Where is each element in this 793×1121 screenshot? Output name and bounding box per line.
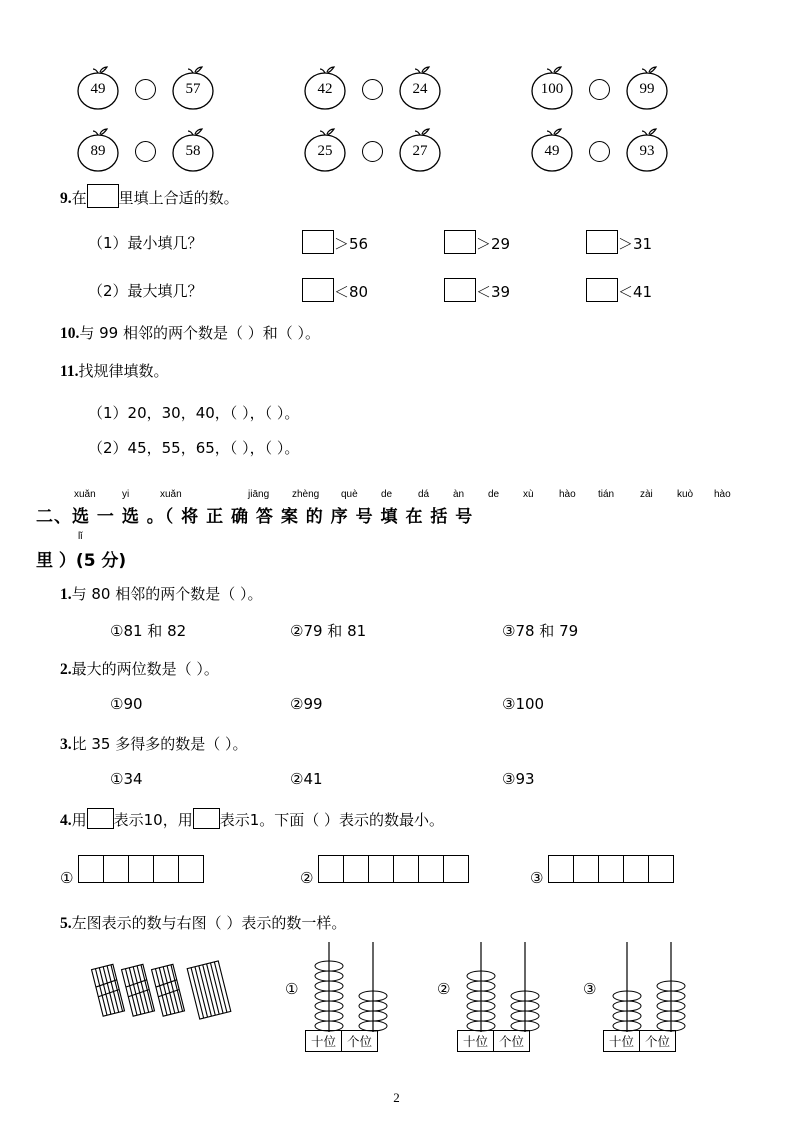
tens-place-label: 十位: [305, 1030, 342, 1052]
abacus-1-label[interactable]: [285, 980, 298, 998]
pinyin-syllable: dá: [418, 489, 430, 500]
apple-number: 42: [317, 80, 333, 97]
choice-4-group-3[interactable]: [530, 855, 674, 888]
answer-box[interactable]: [444, 230, 476, 254]
choice-4-text-a: 用: [71, 811, 87, 829]
question-9-sub2-label: [88, 280, 203, 301]
question-10-number: 10.: [60, 325, 80, 342]
pinyin-row-top: [36, 489, 758, 502]
apple-shape: [297, 66, 353, 112]
operator-circle[interactable]: [589, 141, 610, 162]
pinyin-syllable: hào: [559, 489, 576, 500]
choice-3-text: 比 35 多得多的数是（ ）。: [71, 735, 248, 753]
choice-4-text-c: 表示1。下面（ ）表示的数最小。: [219, 811, 445, 829]
abacus-1-place-labels: [305, 1030, 378, 1052]
option-label: ③: [530, 869, 544, 887]
apple-number: 99: [639, 80, 655, 97]
apple-number: 89: [90, 142, 106, 159]
pinyin-syllable: de: [488, 489, 500, 500]
apple-shape: [297, 128, 353, 174]
apple-number: 57: [185, 80, 201, 97]
question-9-sub2-item-1: [302, 278, 368, 302]
choice-4-stem: [60, 808, 444, 830]
choice-4-group-2[interactable]: [300, 855, 469, 888]
unit-cell: [368, 855, 393, 883]
choice-5-stem: [60, 912, 346, 933]
option-label: ①: [285, 980, 299, 998]
option-label: ②41: [290, 770, 323, 788]
apple-pair: [297, 66, 448, 112]
inequality-text: ＞31: [618, 235, 653, 253]
ones-place-label: 个位: [640, 1030, 676, 1052]
option-label: ①81 和 82: [110, 622, 187, 640]
page-number: 2: [393, 1090, 400, 1105]
ones-place-label: 个位: [342, 1030, 378, 1052]
unit-cell: [443, 855, 469, 883]
choice-2-number: 2.: [60, 661, 72, 678]
apple-number: 49: [90, 80, 106, 97]
apple-number: 25: [317, 142, 333, 159]
apple-number: 58: [185, 142, 201, 159]
apple-shape: [165, 128, 221, 174]
choice-1-text: 与 80 相邻的两个数是（ ）。: [71, 585, 263, 603]
option-label: ②: [437, 980, 451, 998]
option-label: ②: [300, 869, 314, 887]
pinyin-syllable: xuǎn: [74, 489, 96, 500]
apple-shape: [392, 128, 448, 174]
operator-circle[interactable]: [589, 79, 610, 100]
pinyin-syllable: kuò: [677, 489, 694, 500]
pinyin-syllable: zhèng: [292, 489, 320, 500]
choice-1-number: 1.: [60, 586, 72, 603]
question-11-title-text: 找规律填数。: [78, 362, 169, 380]
question-10: [60, 322, 320, 343]
apple-pair: [297, 128, 448, 174]
option-label: ②79 和 81: [290, 622, 367, 640]
answer-box[interactable]: [302, 278, 334, 302]
pinyin-syllable: què: [341, 489, 358, 500]
sub2-label-text: （2）最大填几？: [88, 282, 203, 300]
unit-cell: [153, 855, 178, 883]
abacus-1-figure: [305, 940, 405, 1035]
choice-3-option-3[interactable]: [502, 770, 535, 788]
answer-box[interactable]: [87, 184, 119, 208]
sequence-text: （1）20，30，40，（ ），（ ）。: [88, 404, 300, 422]
choice-1-stem: [60, 583, 263, 604]
inequality-text: ＞29: [476, 235, 511, 253]
apple-pair: [70, 66, 221, 112]
apple-pair: [524, 66, 675, 112]
pinyin-row-second: [36, 531, 758, 544]
option-label: ③: [583, 980, 597, 998]
option-label: ①34: [110, 770, 143, 788]
abacus-3-place-labels: [603, 1030, 676, 1052]
question-9-sub2-item-2: [444, 278, 510, 302]
unit-cell: [393, 855, 418, 883]
pinyin-syllable: xuǎn: [160, 489, 182, 500]
question-10-text: 与 99 相邻的两个数是（ ）和（ ）。: [79, 324, 321, 342]
unit-cell: [548, 855, 573, 883]
apple-number: 27: [412, 142, 428, 159]
choice-5-number: 5.: [60, 915, 72, 932]
apple-shape: [165, 66, 221, 112]
question-9-sub1-item-3: [586, 230, 652, 254]
inequality-text: ＜80: [334, 283, 369, 301]
choice-3-stem: [60, 733, 248, 754]
ones-place-label: 个位: [494, 1030, 530, 1052]
unit-cell-group: [548, 855, 674, 883]
inequality-text: ＜41: [618, 283, 653, 301]
choice-2-option-3[interactable]: [502, 695, 544, 713]
choice-3-option-2[interactable]: [290, 770, 323, 788]
answer-box[interactable]: [302, 230, 334, 254]
choice-4-number: 4.: [60, 812, 72, 829]
apple-shape: [70, 128, 126, 174]
unit-cell: [418, 855, 443, 883]
unit-cell: [318, 855, 343, 883]
apple-number: 93: [639, 142, 655, 159]
section-2-header: [36, 489, 758, 571]
unit-cell: [103, 855, 128, 883]
tens-place-label: 十位: [457, 1030, 494, 1052]
apple-shape: [524, 66, 580, 112]
apple-number: 100: [540, 80, 564, 97]
option-label: ③78 和 79: [502, 622, 579, 640]
apple-number: 49: [544, 142, 560, 159]
abacus-2-place-labels: [457, 1030, 530, 1052]
unit-cell-group: [318, 855, 469, 883]
question-9-sub2-item-3: [586, 278, 652, 302]
option-label: ①: [60, 869, 74, 887]
choice-3-number: 3.: [60, 736, 72, 753]
apple-number: 24: [412, 80, 428, 97]
pinyin-syllable: de: [381, 489, 393, 500]
choice-2-stem: [60, 658, 219, 679]
question-11-number: 11.: [60, 363, 79, 380]
pinyin-syllable: xù: [523, 489, 534, 500]
question-9-sub1-item-1: [302, 230, 368, 254]
apple-pair: [70, 128, 221, 174]
ten-unit-box: [87, 808, 114, 829]
apple-shape: [619, 128, 675, 174]
apple-pair: [524, 128, 675, 174]
unit-cell: [623, 855, 648, 883]
unit-cell: [178, 855, 204, 883]
apple-shape: [70, 66, 126, 112]
pinyin-syllable: jiāng: [248, 489, 270, 500]
abacus-3-label[interactable]: [583, 980, 596, 998]
one-unit-box: [193, 808, 220, 829]
inequality-text: ＞56: [334, 235, 369, 253]
pinyin-syllable: tián: [598, 489, 615, 500]
sequence-text: （2）45，55，65，（ ），（ ）。: [88, 439, 300, 457]
pinyin-syllable: hào: [714, 489, 731, 500]
choice-2-option-1[interactable]: [110, 695, 143, 713]
unit-cell: [573, 855, 598, 883]
question-9-sub1-label: [88, 232, 203, 253]
section-2-title-line2: 里 ）(5 分): [36, 551, 127, 571]
option-label: ①90: [110, 695, 143, 713]
pinyin-syllable: lǐ: [78, 531, 83, 542]
abacus-3-figure: [603, 940, 703, 1035]
operator-circle[interactable]: [362, 141, 383, 162]
question-9-text-before: 在: [71, 189, 87, 207]
question-11-title: [60, 360, 169, 381]
unit-cell-group: [78, 855, 204, 883]
pinyin-syllable: yi: [122, 489, 130, 500]
option-label: ②99: [290, 695, 323, 713]
unit-cell: [128, 855, 153, 883]
answer-box[interactable]: [586, 278, 618, 302]
section-2-title: 二、选 一 选 。（ 将 正 确 答 案 的 序 号 填 在 括 号: [36, 507, 474, 527]
apple-row: [70, 128, 730, 174]
stick-bundles-figure: [85, 960, 245, 1030]
pinyin-syllable: àn: [453, 489, 465, 500]
pinyin-syllable: zài: [640, 489, 653, 500]
answer-box[interactable]: [444, 278, 476, 302]
choice-1-option-1[interactable]: [110, 620, 186, 641]
operator-circle[interactable]: [135, 79, 156, 100]
question-9-stem: [60, 184, 239, 208]
unit-cell: [648, 855, 674, 883]
choice-1-option-3[interactable]: [502, 620, 578, 641]
unit-cell: [598, 855, 623, 883]
choice-2-option-2[interactable]: [290, 695, 323, 713]
choice-1-option-2[interactable]: [290, 620, 366, 641]
question-9-sub1-item-2: [444, 230, 510, 254]
inequality-text: ＜39: [476, 283, 511, 301]
choice-2-text: 最大的两位数是（ ）。: [71, 660, 219, 678]
operator-circle[interactable]: [362, 79, 383, 100]
question-11-line-2: [88, 437, 299, 458]
choice-4-group-1[interactable]: [60, 855, 204, 888]
abacus-2-figure: [457, 940, 557, 1035]
answer-box[interactable]: [586, 230, 618, 254]
choice-4-text-b: 表示10，用: [113, 811, 193, 829]
choice-5-text: 左图表示的数与右图（ ）表示的数一样。: [71, 914, 347, 932]
apple-shape: [524, 128, 580, 174]
option-label: ③100: [502, 695, 545, 713]
apple-comparison-block: [70, 66, 730, 190]
question-11-line-1: [88, 402, 299, 423]
question-9-text-after: 里填上合适的数。: [118, 189, 239, 207]
tens-place-label: 十位: [603, 1030, 640, 1052]
apple-shape: [392, 66, 448, 112]
question-9-number: 9.: [60, 190, 72, 207]
apple-shape: [619, 66, 675, 112]
option-label: ③93: [502, 770, 535, 788]
sub1-label-text: （1）最小填几？: [88, 234, 203, 252]
unit-cell: [78, 855, 103, 883]
abacus-2-label[interactable]: [437, 980, 450, 998]
unit-cell: [343, 855, 368, 883]
choice-3-option-1[interactable]: [110, 770, 143, 788]
operator-circle[interactable]: [135, 141, 156, 162]
apple-row: [70, 66, 730, 112]
